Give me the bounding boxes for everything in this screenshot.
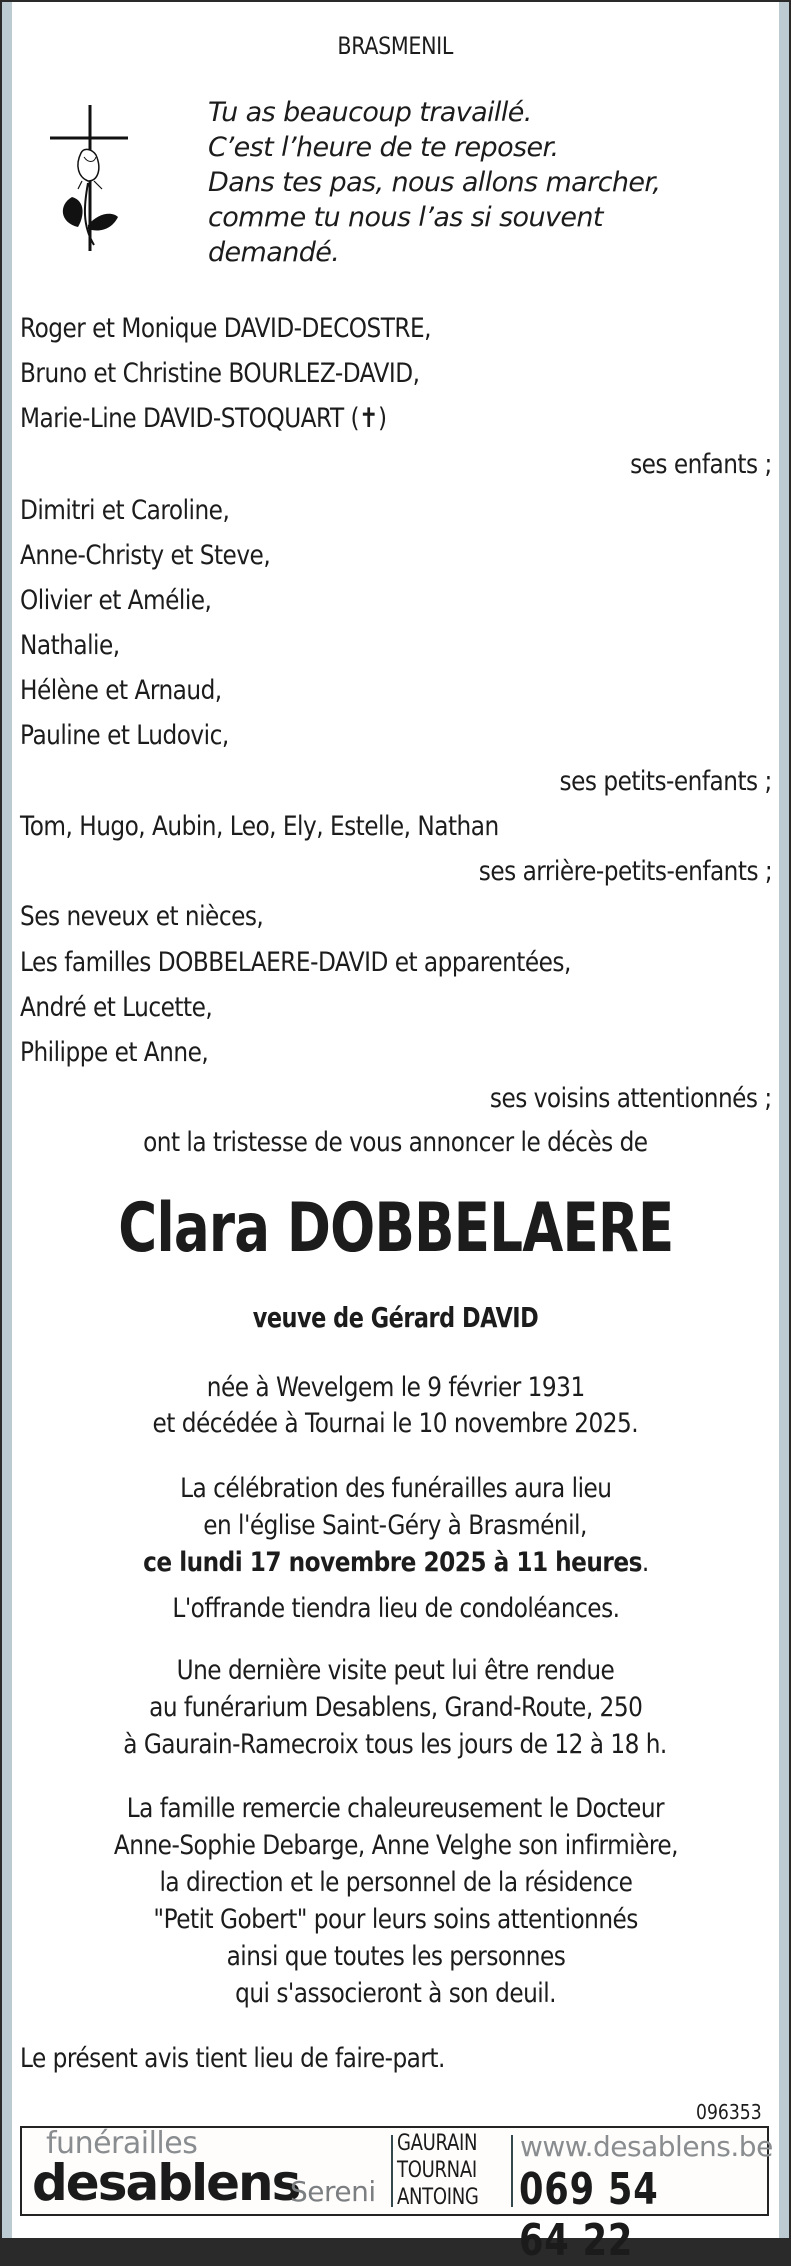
announcement-text: ont la tristesse de vous annoncer le décès de: [143, 1127, 648, 1158]
thanks-line: La famille remercie chaleureusement le Docteur: [126, 1793, 665, 1824]
obituary-notice: [12, 2, 779, 2266]
visit-line: Une dernière visite peut lui être rendue: [176, 1655, 615, 1686]
deceased-name: Clara DOBBELAERE: [117, 1189, 674, 1268]
banner-funerailles: funérailles: [46, 2126, 198, 2161]
funeral-date: ce lundi 17 novembre 2025 à 11 heures.: [142, 1547, 649, 1578]
poem-line: Tu as beaucoup travaillé.: [208, 97, 532, 128]
funeral-date-bold: ce lundi 17 novembre 2025 à 11 heures: [142, 1547, 642, 1578]
child-entry: Bruno et Christine BOURLEZ-DAVID,: [20, 358, 420, 389]
banner-brand: desablens: [32, 2154, 300, 2212]
poem-line: comme tu nous l’as si souvent: [208, 202, 603, 233]
relative-entry: Les familles DOBBELAERE-DAVID et apparentées,: [20, 947, 571, 978]
visit-line: à Gaurain-Ramecroix tous les jours de 12 à 18 h.: [123, 1729, 668, 1760]
banner-website-link[interactable]: www.desablens.be: [520, 2130, 773, 2163]
grandchild-entry: Anne-Christy et Steve,: [20, 540, 271, 571]
birth-info: née à Wevelgem le 9 février 1931: [206, 1372, 585, 1403]
banner-divider: [511, 2135, 513, 2207]
thanks-line: qui s'associeront à son deuil.: [235, 1978, 556, 2009]
thanks-line: ainsi que toutes les personnes: [226, 1941, 565, 1972]
funeral-line: en l'église Saint-Géry à Brasménil,: [203, 1510, 588, 1541]
widow-of: veuve de Gérard DAVID: [252, 1301, 539, 1334]
children-label: ses enfants ;: [630, 449, 772, 480]
grandchild-entry: Nathalie,: [20, 630, 120, 661]
relative-entry: Ses neveux et nièces,: [20, 901, 264, 932]
poem-line: Dans tes pas, nous allons marcher,: [208, 167, 661, 198]
funeral-home-banner: [20, 2126, 773, 2266]
death-info: et décédée à Tournai le 10 novembre 2025.: [152, 1408, 639, 1439]
cross-with-rose-icon: [48, 105, 148, 255]
grandchild-entry: Pauline et Ludovic,: [20, 720, 229, 751]
banner-towns: GAURAIN TOURNAI ANTOING: [397, 2131, 479, 2210]
banner-phone: 069 54 64 22: [519, 2164, 659, 2266]
grandchildren-label: ses petits-enfants ;: [559, 766, 772, 797]
neighbors-label: ses voisins attentionnés ;: [490, 1083, 772, 1114]
grandchild-entry: Hélène et Arnaud,: [20, 675, 222, 706]
closing-note: Le présent avis tient lieu de faire-part.: [20, 2043, 445, 2074]
place-heading: BRASMENIL: [337, 32, 454, 60]
great-grandchildren-label: ses arrière-petits-enfants ;: [478, 856, 772, 887]
poem-line: C’est l’heure de te reposer.: [208, 132, 559, 163]
grandchild-entry: Dimitri et Caroline,: [20, 495, 230, 526]
funeral-line: La célébration des funérailles aura lieu: [179, 1473, 612, 1504]
child-entry: Marie-Line DAVID-STOQUART (✝): [20, 403, 387, 434]
reference-number: 096353: [695, 2100, 762, 2124]
offering-note: L'offrande tiendra lieu de condoléances.: [171, 1593, 620, 1624]
banner-sub-brand: Sereni: [290, 2175, 376, 2208]
thanks-line: Anne-Sophie Debarge, Anne Velghe son infirmière,: [113, 1830, 678, 1861]
poem-line: demandé.: [208, 237, 340, 268]
relative-entry: André et Lucette,: [20, 992, 213, 1023]
thanks-line: "Petit Gobert" pour leurs soins attentionnés: [153, 1904, 638, 1935]
banner-divider: [391, 2135, 393, 2207]
child-entry: Roger et Monique DAVID-DECOSTRE,: [20, 313, 432, 344]
great-grandchildren-entry: Tom, Hugo, Aubin, Leo, Ely, Estelle, Nathan: [20, 811, 499, 842]
relative-entry: Philippe et Anne,: [20, 1037, 209, 1068]
thanks-line: la direction et le personnel de la résidence: [159, 1867, 632, 1898]
grandchild-entry: Olivier et Amélie,: [20, 585, 212, 616]
visit-line: au funérarium Desablens, Grand-Route, 250: [148, 1692, 643, 1723]
